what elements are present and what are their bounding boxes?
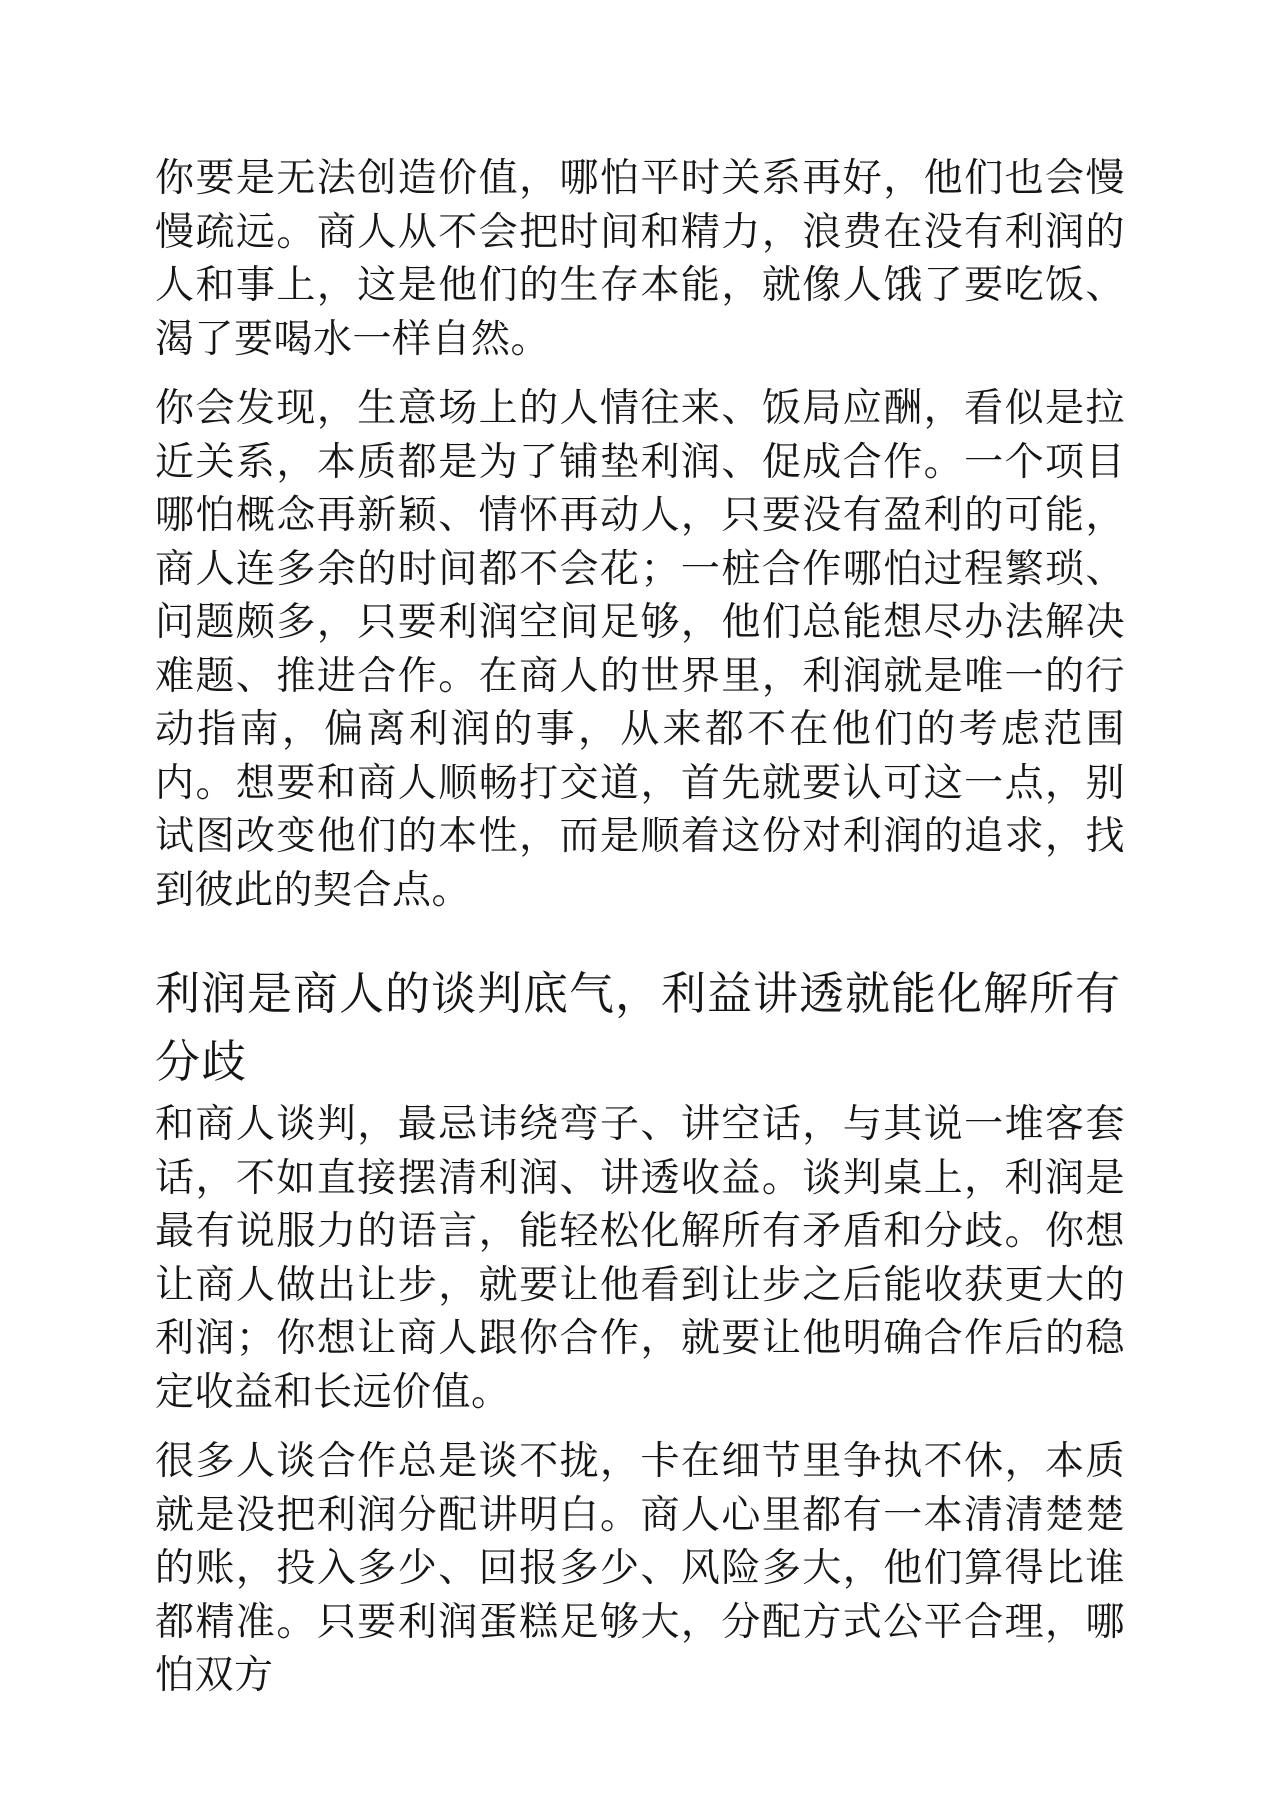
paragraph-3: 和商人谈判，最忌讳绕弯子、讲空话，与其说一堆客套话，不如直接摆清利润、讲透收益。谈判桌上，利润是最有说服力的语言，能轻松化解所有矛盾和分歧。你想让商人做出让步，就要让他看到让步之后能收获更大的利润；你想让商人跟你合作，就要让他明确合作后的稳定收益和长远价值。 [155,1102,1125,1415]
section-heading: 利润是商人的谈判底气，利益讲透就能化解所有分歧 [155,967,1122,1088]
article-body [155,152,1125,1719]
paragraph-1: 你要是无法创造价值，哪怕平时关系再好，他们也会慢慢疏远。商人从不会把时间和精力，浪费在没有利润的人和事上，这是他们的生存本能，就像人饿了要吃饭、渴了要喝水一样自然。 [155,156,1125,362]
paragraph-2: 你会发现，生意场上的人情往来、饭局应酬，看似是拉近关系，本质都是为了铺垫利润、促成合作。一个项目哪怕概念再新颖、情怀再动人，只要没有盈利的可能，商人连多余的时间都不会花；一桩合作哪怕过程繁琐、问题颇多，只要利润空间足够，他们总能想尽办法解决难题、推进合作。在商人的世界里，利润就是唯一的行动指南，偏离利润的事，从来都不在他们的考虑范围内。想要和商人顺畅打交道，首先就要认可这一点，别试图改变他们的本性，而是顺着这份对利润的追求，找到彼此的契合点。 [155,386,1125,913]
paragraph-4: 很多人谈合作总是谈不拢，卡在细节里争执不休，本质就是没把利润分配讲明白。商人心里都有一本清清楚楚的账，投入多少、回报多少、风险多大，他们算得比谁都精准。只要利润蛋糕足够大，分配方式公平合理，哪怕双方 [155,1439,1125,1698]
